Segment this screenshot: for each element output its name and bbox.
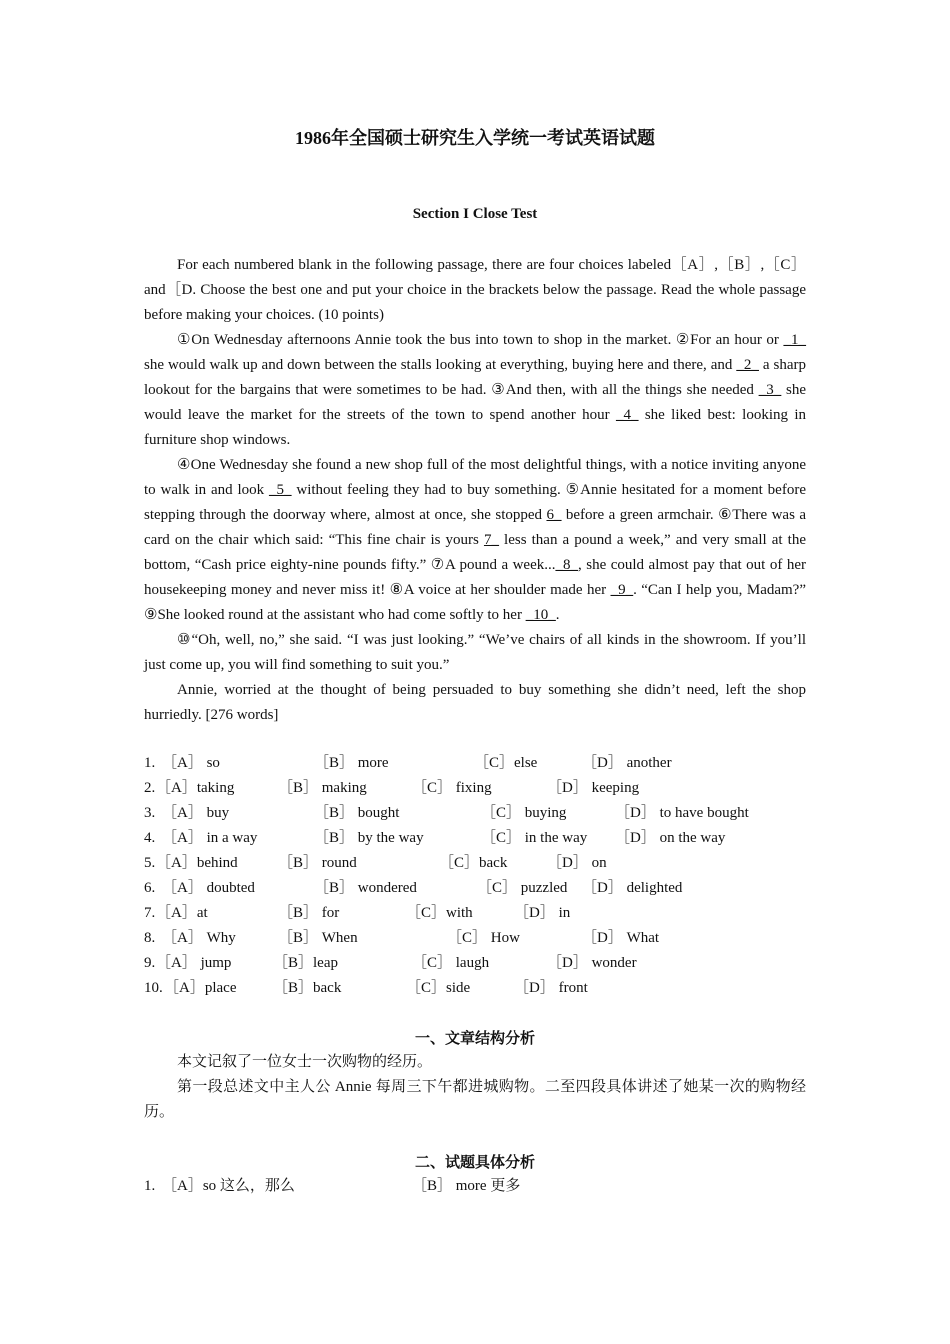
choice-option: 5. — [144, 855, 156, 871]
choice-option: ［C］side — [406, 980, 471, 996]
choice-option: ［C］ How — [447, 930, 520, 946]
choice-row — [144, 851, 806, 876]
choice-row — [144, 976, 806, 1001]
choice-option: 9. — [144, 955, 156, 971]
instructions: For each numbered blank in the following passage, there are four choices labeled［A］,［B］,［C］and［D. Choose the best one and put your choice in the brackets below the passage. Read the whole passage before making your choices. (10 points) — [144, 257, 806, 323]
choice-row — [144, 951, 806, 976]
choice-option: ［C］ in the way — [481, 830, 588, 846]
choice-option: ［A］ buy — [162, 805, 230, 821]
choice-row — [144, 926, 806, 951]
choices-list — [144, 751, 806, 1001]
analysis-heading-questions: 二、试题具体分析 — [414, 1155, 535, 1171]
blank-7: 7_ — [483, 532, 499, 548]
blank-3: _3_ — [758, 382, 782, 398]
choice-option: ［B］ wondered — [314, 880, 417, 896]
analysis-item-1: 1. ［A］so 这么，那么 ［B］ more 更多 — [144, 1178, 521, 1194]
choice-option: 8. — [144, 930, 156, 946]
choice-option: ［A］ so — [162, 755, 220, 771]
blank-2: _2_ — [736, 357, 759, 373]
choice-option: 6. — [144, 880, 156, 896]
choice-option: ［D］ delighted — [582, 880, 683, 896]
choice-option: ［A］ Why — [162, 930, 236, 946]
choice-option: ［D］ front — [514, 980, 588, 996]
page-title: 1986年全国硕士研究生入学统一考试英语试题 — [295, 128, 655, 148]
choice-option: ［A］place — [164, 980, 237, 996]
choice-option: 1. — [144, 755, 156, 771]
choice-option: ［C］else — [474, 755, 538, 771]
passage-body — [144, 253, 806, 728]
choice-option: ［B］ When — [278, 930, 358, 946]
choice-row — [144, 801, 806, 826]
choice-option: ［B］ bought — [314, 805, 400, 821]
choice-option: ［C］ laugh — [412, 955, 490, 971]
choice-option: ［D］ on — [547, 855, 607, 871]
blank-6: 6_ — [546, 507, 562, 523]
section-title: Section I Close Test — [412, 206, 538, 222]
choice-option: ［C］ buying — [481, 805, 567, 821]
choice-option: ［B］ making — [278, 780, 367, 796]
passage-paragraph-4: Annie, worried at the thought of being persuaded to buy something she didn’t need, left the shop hurriedly. [276 words] — [144, 682, 806, 723]
choice-row — [144, 751, 806, 776]
choice-option: ［B］leap — [273, 955, 338, 971]
choice-option: 7. — [144, 905, 156, 921]
choice-option: ［D］ to have bought — [615, 805, 749, 821]
blank-9: _9_ — [610, 582, 634, 598]
choice-option: ［B］ by the way — [314, 830, 424, 846]
choice-option: ［B］ more — [314, 755, 389, 771]
choice-option: ［B］ round — [278, 855, 357, 871]
choice-option: ［A］ doubted — [162, 880, 255, 896]
choice-option: 3. — [144, 805, 156, 821]
choice-option: ［B］ for — [278, 905, 340, 921]
choice-option: 2. — [144, 780, 156, 796]
blank-10: _10_ — [525, 607, 556, 623]
passage-paragraph-3: ⑩“Oh, well, no,” she said. “I was just looking.” “We’ve chairs of all kinds in the showroom. If you’ll just come up, you will find something to suit you.” — [144, 632, 806, 673]
analysis-heading-structure: 一、文章结构分析 — [414, 1031, 535, 1047]
choice-option: ［C］with — [406, 905, 473, 921]
blank-5: _5_ — [269, 482, 292, 498]
analysis-structure-text: 本文记叙了一位女士一次购物的经历。 第一段总述文中主人公 Annie 每周三下午都进城购物。二至四段具体讲述了她某一次的购物经历。 — [144, 1054, 806, 1120]
blank-8: _8_ — [555, 557, 578, 573]
choice-option: ［C］ puzzled — [477, 880, 568, 896]
choice-option: ［A］ in a way — [162, 830, 258, 846]
passage-paragraph-2: ④One Wednesday she found a new shop full of the most delightful things, with a notice inviting anyone to walk in and look _5_ without feeling they had to buy something. ⑤Annie hesitated for a moment before stepping through the doorway where, almost at once, she stopped 6_ before a green armchair. ⑥There was a card on the chair which said: “This fine chair is yours 7_ less than a pound a week,” and very small at the bottom, “Cash price eighty-nine pounds fifty.” ⑦A pound a week..._8_, she could almost pay that out of her housekeeping money and never miss it! ⑧A voice at her shoulder made her _9_. “Can I help you, Madam?” ⑨She looked round at the assistant who had come softly to her _10_. — [144, 457, 806, 623]
choice-row — [144, 826, 806, 851]
choice-option: ［A］at — [156, 905, 208, 921]
choice-option: ［D］ in — [514, 905, 571, 921]
choice-row — [144, 901, 806, 926]
choice-option: ［D］ wonder — [547, 955, 637, 971]
choice-option: ［D］ What — [582, 930, 660, 946]
choice-row — [144, 776, 806, 801]
choice-option: 4. — [144, 830, 156, 846]
blank-1: _1_ — [783, 332, 806, 348]
choice-option: ［D］ another — [582, 755, 672, 771]
passage-paragraph-1: ①On Wednesday afternoons Annie took the bus into town to shop in the market. ②For an hour or _1_ she would walk up and down between the stalls looking at everything, buying here and there, and _2_ a sharp lookout for the bargains that were sometimes to be had. ③And then, with all the things she needed _3_ she would leave the market for the streets of the town to spend another hour _4_ she liked best: looking in furniture shop windows. — [144, 332, 807, 448]
choice-option: ［C］back — [439, 855, 508, 871]
blank-4: _4_ — [615, 407, 639, 423]
choice-row — [144, 876, 806, 901]
choice-option: ［B］back — [273, 980, 342, 996]
choice-option: ［A］ jump — [156, 955, 232, 971]
choice-option: ［A］taking — [156, 780, 235, 796]
choice-option: ［D］ on the way — [615, 830, 726, 846]
choice-option: ［C］ fixing — [412, 780, 492, 796]
choice-option: ［D］ keeping — [547, 780, 640, 796]
choice-option: 10. — [144, 980, 163, 996]
choice-option: ［A］behind — [156, 855, 238, 871]
